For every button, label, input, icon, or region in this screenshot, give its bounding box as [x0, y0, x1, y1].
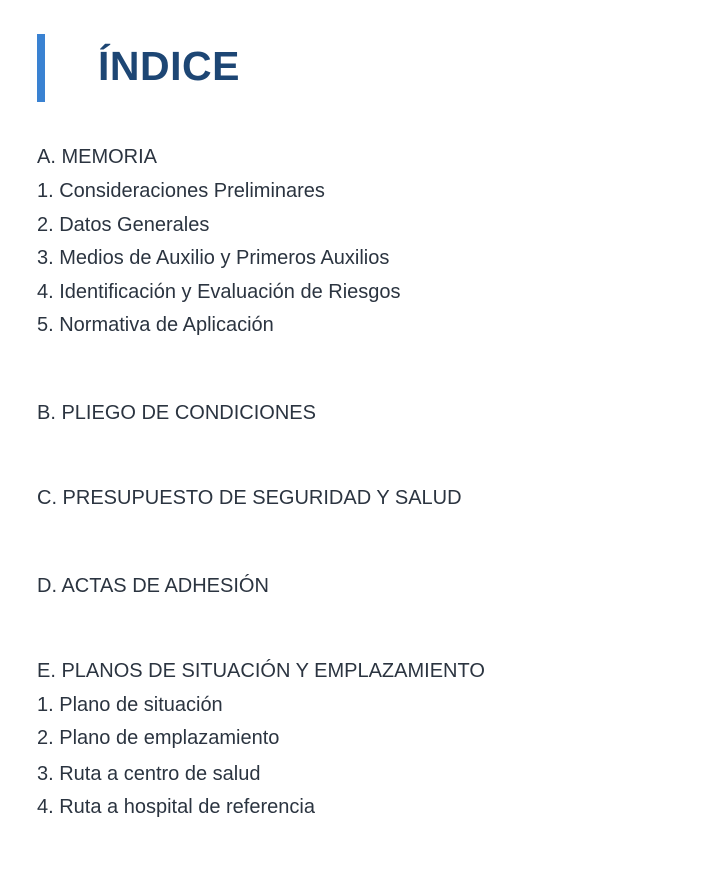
section-a-item-5: 5. Normativa de Aplicación	[37, 314, 274, 336]
section-e-item-4: 4. Ruta a hospital de referencia	[37, 796, 315, 818]
section-b-heading: B. PLIEGO DE CONDICIONES	[37, 402, 316, 424]
section-c-heading: C. PRESUPUESTO DE SEGURIDAD Y SALUD	[37, 487, 462, 509]
section-a-item-4: 4. Identificación y Evaluación de Riesgos	[37, 281, 401, 303]
section-e-item-2: 2. Plano de emplazamiento	[37, 727, 280, 749]
section-e-item-1: 1. Plano de situación	[37, 694, 223, 716]
section-a-heading: A. MEMORIA	[37, 146, 158, 168]
section-a-item-1: 1. Consideraciones Preliminares	[37, 180, 325, 202]
page-title: ÍNDICE	[98, 43, 240, 89]
section-a-item-2: 2. Datos Generales	[37, 214, 210, 236]
section-e-heading: E. PLANOS DE SITUACIÓN Y EMPLAZAMIENTO	[37, 660, 485, 682]
title-accent-bar	[37, 34, 45, 102]
section-a-item-3: 3. Medios de Auxilio y Primeros Auxilios	[37, 247, 390, 269]
section-d-heading: D. ACTAS DE ADHESIÓN	[37, 575, 269, 597]
section-e-item-3: 3. Ruta a centro de salud	[37, 763, 261, 785]
